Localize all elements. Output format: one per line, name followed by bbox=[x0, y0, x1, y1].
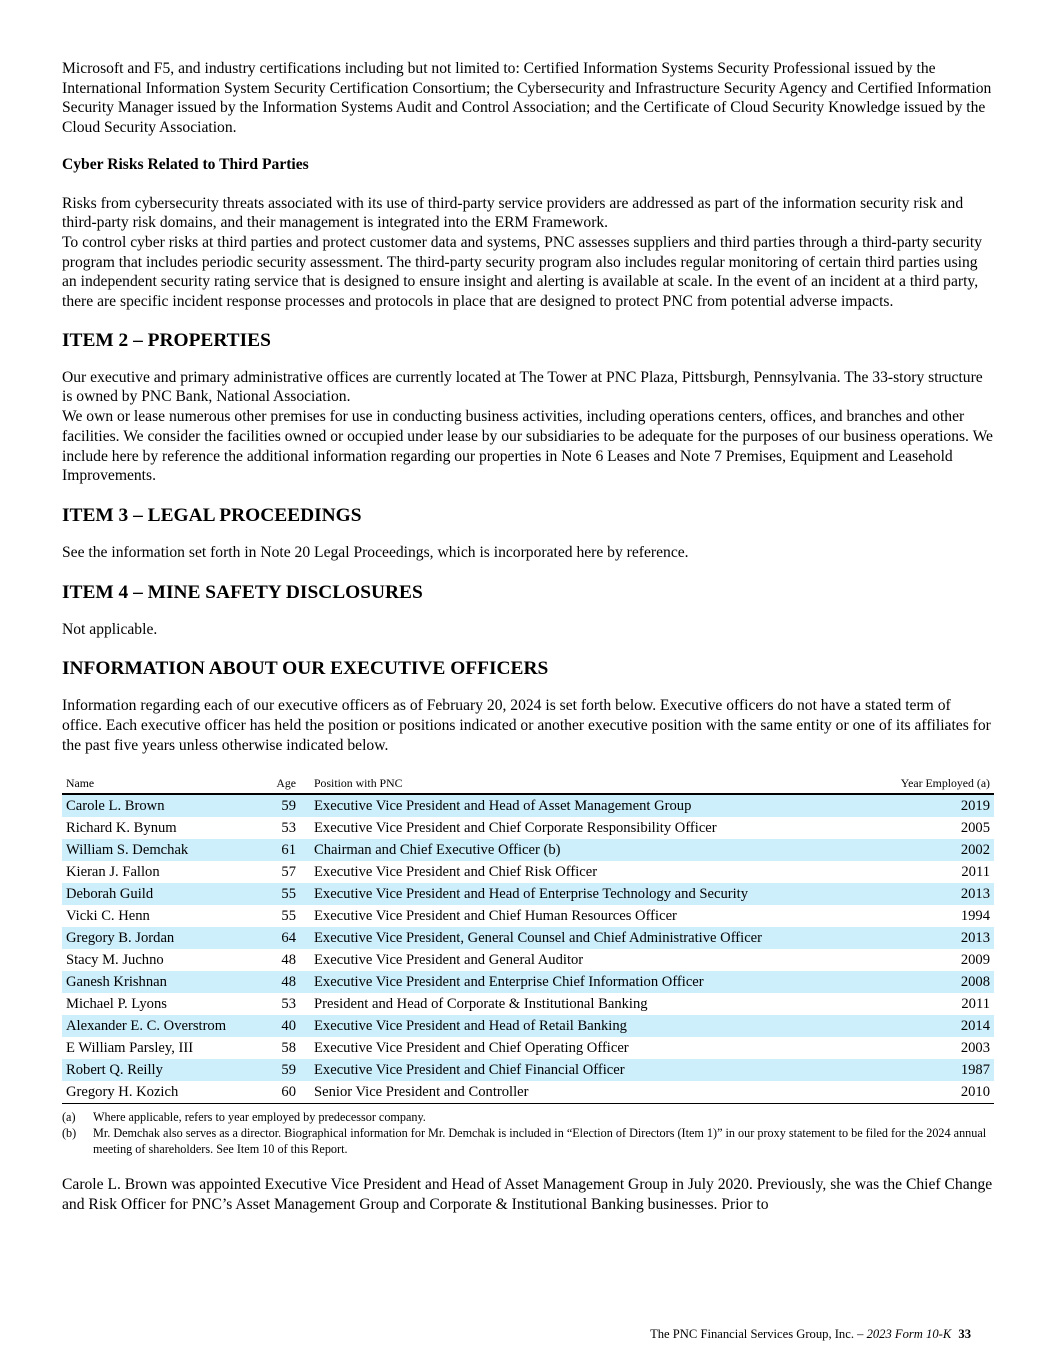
officer-position: Executive Vice President and Head of Asset Management Group bbox=[300, 794, 866, 817]
officer-name: Deborah Guild bbox=[62, 883, 262, 905]
officer-year-employed: 2019 bbox=[866, 794, 994, 817]
table-row bbox=[62, 817, 994, 839]
officer-age: 53 bbox=[281, 996, 296, 1013]
table-row bbox=[62, 1059, 994, 1081]
table-header-row bbox=[62, 773, 994, 794]
officer-name: Michael P. Lyons bbox=[66, 996, 167, 1013]
officer-year-employed: 2002 bbox=[866, 839, 994, 861]
table-row bbox=[62, 1015, 994, 1037]
column-header-name: Name bbox=[62, 773, 262, 794]
footnote bbox=[62, 1109, 994, 1125]
item4-paragraph: Not applicable. bbox=[62, 620, 158, 638]
officer-name: William S. Demchak bbox=[62, 839, 262, 861]
officer-name: Vicki C. Henn bbox=[66, 908, 150, 925]
officer-year-employed: 2010 bbox=[866, 1081, 994, 1104]
table-row bbox=[62, 794, 994, 817]
intro-paragraph: Microsoft and F5, and industry certifications including but not limited to: Certified Information Systems Security Professional issued by the International Information System Security Certification Consortium; the Cybersecurity and Infrastructure Security Agency and Certified Information Security Manager issued by the Information Systems Audit and Control Association; and the Certificate of Cloud Security Knowledge issued by the Cloud Security Association. bbox=[62, 60, 992, 137]
table-footnotes bbox=[62, 1109, 994, 1157]
footer-form: 2023 Form 10-K bbox=[866, 1327, 952, 1341]
document-page bbox=[62, 59, 994, 1215]
officer-year-employed: 2005 bbox=[960, 820, 990, 837]
table-row bbox=[62, 861, 994, 883]
officer-age: 55 bbox=[262, 883, 300, 905]
table-row bbox=[62, 927, 994, 949]
footnote-text: Where applicable, refers to year employed by predecessor company. bbox=[93, 1110, 426, 1125]
officers-intro: Information regarding each of our executive officers as of February 20, 2024 is set forth below. Executive officers do not have a stated term of office. Each executive officer has held the position or positions indicated or another executive position with the same entity or one of its affiliates for the past five years unless otherwise indicated below. bbox=[62, 697, 991, 754]
officer-age: 40 bbox=[262, 1015, 300, 1037]
officer-name: Gregory H. Kozich bbox=[62, 1081, 262, 1104]
officer-position: Executive Vice President and Chief Human Resources Officer bbox=[314, 908, 677, 925]
officer-age: 58 bbox=[281, 1040, 296, 1057]
carole-brown-bio: Carole L. Brown was appointed Executive Vice President and Head of Asset Management Group in July 2020. Previously, she was the Chief Change and Risk Officer for PNC’s Asset Management Group and Corporate & Institutional Banking businesses. Prior to bbox=[62, 1176, 993, 1214]
officer-name: Carole L. Brown bbox=[62, 794, 262, 817]
table-row bbox=[62, 905, 994, 927]
officer-age: 64 bbox=[262, 927, 300, 949]
officer-year-employed: 1987 bbox=[866, 1059, 994, 1081]
officer-age: 60 bbox=[262, 1081, 300, 1104]
executive-officers-table bbox=[62, 773, 994, 1104]
table-row bbox=[62, 883, 994, 905]
officer-name: E William Parsley, III bbox=[66, 1040, 194, 1057]
officer-name: Stacy M. Juchno bbox=[66, 952, 164, 969]
officer-age: 57 bbox=[281, 864, 296, 881]
item2-paragraph-1: Our executive and primary administrative offices are currently located at The Tower at PNC Plaza, Pittsburgh, Pennsylvania. The 33-story structure is owned by PNC Bank, National Association. bbox=[62, 368, 983, 406]
officer-position: Executive Vice President and Head of Enterprise Technology and Security bbox=[300, 883, 866, 905]
officer-name: Ganesh Krishnan bbox=[62, 971, 262, 993]
officer-age: 48 bbox=[262, 971, 300, 993]
officer-age: 59 bbox=[262, 1059, 300, 1081]
officer-position: Executive Vice President and Chief Corporate Responsibility Officer bbox=[314, 820, 717, 837]
table-row bbox=[62, 1081, 994, 1104]
cyber-third-parties-heading: Cyber Risks Related to Third Parties bbox=[62, 155, 309, 173]
cyber-third-parties-paragraph-2: To control cyber risks at third parties and protect customer data and systems, PNC assesses suppliers and third parties through a third-party security program that includes periodic security assessment. The third-party security program also includes regular monitoring of certain third parties using an independent security rating service that is designed to ensure insight and alerting is available at scale. In the event of an incident at a third party, there are specific incident response processes and protocols in place that are designed to protect PNC from potential adverse impacts. bbox=[62, 233, 983, 311]
officer-position: Executive Vice President and Enterprise Chief Information Officer bbox=[300, 971, 866, 993]
footer-company: The PNC Financial Services Group, Inc. – bbox=[650, 1327, 864, 1341]
officer-year-employed: 2009 bbox=[960, 952, 990, 969]
officer-position: Chairman and Chief Executive Officer (b) bbox=[300, 839, 866, 861]
officer-year-employed: 2013 bbox=[866, 927, 994, 949]
officer-age: 53 bbox=[281, 820, 296, 837]
officer-position: Executive Vice President and Chief Operating Officer bbox=[314, 1040, 629, 1057]
column-header-year: Year Employed (a) bbox=[866, 773, 994, 794]
officer-year-employed: 2011 bbox=[961, 996, 990, 1013]
officer-position: Executive Vice President and Head of Retail Banking bbox=[300, 1015, 866, 1037]
officer-position: President and Head of Corporate & Institutional Banking bbox=[314, 996, 648, 1013]
officer-age: 48 bbox=[281, 952, 296, 969]
table-row bbox=[62, 993, 994, 1015]
officer-position: Executive Vice President and Chief Risk Officer bbox=[314, 864, 598, 881]
cyber-third-parties-paragraph-1: Risks from cybersecurity threats associated with its use of third-party service providers are addressed as part of the information security risk and third-party risk domains, and their management is integrated into the ERM Framework. bbox=[62, 194, 964, 232]
footnote bbox=[62, 1125, 994, 1157]
table-row bbox=[62, 839, 994, 861]
officer-year-employed: 2003 bbox=[960, 1040, 990, 1057]
officer-age: 61 bbox=[262, 839, 300, 861]
item2-heading: ITEM 2 – PROPERTIES bbox=[62, 329, 271, 351]
officer-name: Robert Q. Reilly bbox=[62, 1059, 262, 1081]
footnote-text: Mr. Demchak also serves as a director. Biographical information for Mr. Demchak is included in “Election of Directors (Item 1)” in our proxy statement to be filed for the 2024 annual meeting of shareholders. See Item 10 of this Report. bbox=[93, 1126, 987, 1157]
officer-year-employed: 2013 bbox=[866, 883, 994, 905]
column-header-age: Age bbox=[262, 773, 300, 794]
page-number: 33 bbox=[958, 1327, 971, 1341]
page-footer bbox=[0, 1327, 971, 1342]
officer-position: Executive Vice President and General Auditor bbox=[314, 952, 584, 969]
officer-position: Senior Vice President and Controller bbox=[300, 1081, 866, 1104]
table-row bbox=[62, 949, 994, 971]
officers-heading: INFORMATION ABOUT OUR EXECUTIVE OFFICERS bbox=[62, 658, 549, 680]
column-header-position: Position with PNC bbox=[300, 773, 866, 794]
officer-name: Gregory B. Jordan bbox=[62, 927, 262, 949]
officer-year-employed: 2011 bbox=[961, 864, 990, 881]
officer-position: Executive Vice President, General Counsel and Chief Administrative Officer bbox=[300, 927, 866, 949]
officer-age: 55 bbox=[281, 908, 296, 925]
table-row bbox=[62, 1037, 994, 1059]
footnote-label: (a) bbox=[62, 1110, 76, 1125]
table-row bbox=[62, 971, 994, 993]
officer-position: Executive Vice President and Chief Financial Officer bbox=[300, 1059, 866, 1081]
officer-name: Alexander E. C. Overstrom bbox=[62, 1015, 262, 1037]
item4-heading: ITEM 4 – MINE SAFETY DISCLOSURES bbox=[62, 581, 423, 603]
officer-name: Richard K. Bynum bbox=[66, 820, 177, 837]
footnote-label: (b) bbox=[62, 1126, 77, 1141]
officer-year-employed: 1994 bbox=[960, 908, 990, 925]
officer-year-employed: 2014 bbox=[866, 1015, 994, 1037]
item3-heading: ITEM 3 – LEGAL PROCEEDINGS bbox=[62, 504, 362, 526]
item2-paragraph-2: We own or lease numerous other premises for use in conducting business activities, including operations centers, offices, and branches and other facilities. We consider the facilities owned or occupied under lease by our subsidiaries to be adequate for the purposes of our business operations. We include here by reference the additional information regarding our properties in Note 6 Leases and Note 7 Premises, Equipment and Leasehold Improvements. bbox=[62, 408, 993, 485]
officer-age: 59 bbox=[262, 794, 300, 817]
officer-name: Kieran J. Fallon bbox=[66, 864, 160, 881]
item3-paragraph: See the information set forth in Note 20 Legal Proceedings, which is incorporated here by reference. bbox=[62, 543, 689, 561]
officer-year-employed: 2008 bbox=[866, 971, 994, 993]
